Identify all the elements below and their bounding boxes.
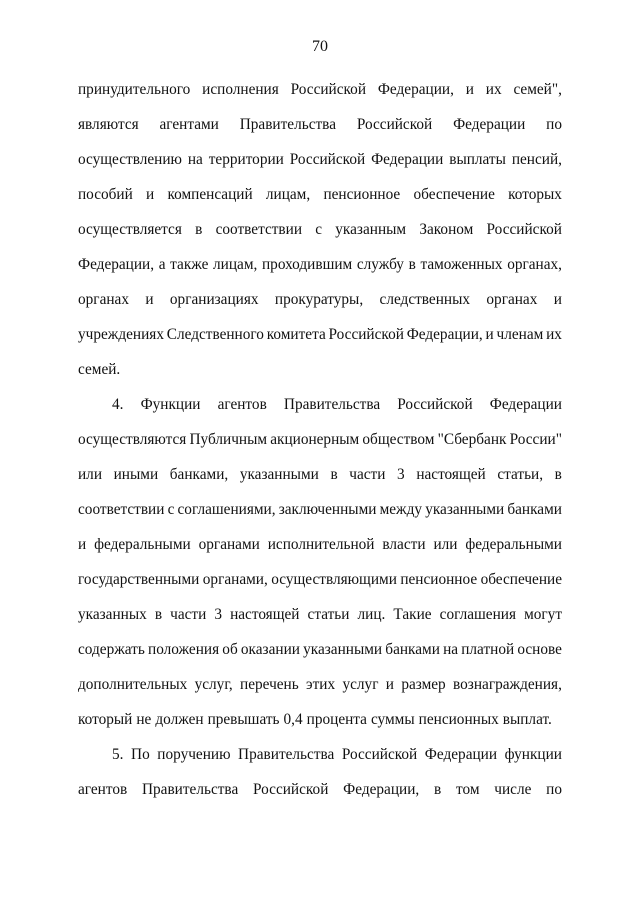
word: указанных (78, 606, 147, 623)
word: части (349, 466, 386, 483)
word: Законом (419, 221, 474, 238)
word: размер (401, 676, 446, 693)
word: соглашениями, (177, 501, 276, 518)
word: суммы (370, 711, 415, 728)
word: Федерации (424, 746, 498, 763)
word: семей", (513, 81, 562, 98)
word: пособий (78, 186, 133, 203)
word: лиц. (357, 606, 386, 623)
word: Российской (486, 221, 562, 238)
text-line (78, 597, 562, 632)
word: услуг (342, 676, 379, 693)
word: функции (504, 746, 562, 763)
word: таможенных (420, 256, 503, 273)
word: учреждениях (78, 326, 164, 343)
word: России" (509, 431, 562, 448)
word: с (315, 221, 323, 238)
word: указанными (425, 501, 505, 518)
word: Федерации (371, 151, 444, 168)
word: который (78, 711, 133, 728)
text-line (78, 527, 562, 562)
word: Правительства (239, 116, 336, 133)
word: осуществляются (78, 431, 187, 448)
word: лицам, (265, 186, 311, 203)
text-line (78, 737, 562, 772)
word: власти (382, 536, 426, 553)
word: банками (507, 501, 562, 518)
word: членам (496, 326, 544, 343)
word: выплат. (502, 711, 552, 728)
word: содержать (78, 641, 145, 658)
word: осуществляется (78, 221, 182, 238)
word: "Сбербанк (437, 431, 507, 448)
word: компенсаций (167, 186, 253, 203)
word: в (330, 466, 338, 483)
word: 3 (214, 606, 223, 623)
word: Российской (290, 81, 367, 98)
word: процента (306, 711, 367, 728)
word: услуг, (194, 676, 233, 693)
word: об (222, 641, 238, 658)
word: в (154, 606, 163, 623)
word: 0,4 (283, 711, 303, 728)
word: и (146, 186, 155, 203)
word: Следственного (166, 326, 264, 343)
word: организациях (169, 291, 259, 308)
word: и (465, 81, 474, 98)
word: должен (155, 711, 204, 728)
word: с (167, 501, 175, 518)
word: которых (508, 186, 562, 203)
word: превышать (207, 711, 280, 728)
word: Публичным (189, 431, 268, 448)
word: выплаты (449, 151, 506, 168)
word: Федерации, (78, 256, 155, 273)
word: органами, (202, 571, 268, 588)
word: соответствии (215, 221, 303, 238)
word: на (443, 641, 459, 658)
page-number: 70 (312, 38, 328, 55)
word: и (485, 326, 494, 343)
word: статьи, (497, 466, 544, 483)
word: осуществлению (78, 151, 182, 168)
word: и (553, 291, 562, 308)
word: и (78, 536, 87, 553)
text-line (78, 282, 562, 317)
word: их (485, 81, 502, 98)
word: органами (198, 536, 260, 553)
word: Федерации (453, 116, 526, 133)
word: пенсионное (323, 186, 401, 203)
word: этих (306, 676, 336, 693)
word: между (379, 501, 423, 518)
text-line (78, 317, 562, 352)
word: в (195, 221, 203, 238)
word: их (546, 326, 562, 343)
word: Российской (356, 116, 433, 133)
word: агентов (78, 781, 128, 798)
word: Российской (289, 151, 366, 168)
text-line (78, 107, 562, 142)
word: Федерации (489, 396, 562, 413)
word: и (145, 291, 154, 308)
word: по (546, 116, 562, 133)
word: семей. (78, 361, 121, 378)
word: комитета (266, 326, 326, 343)
word: а (158, 256, 166, 273)
word: и (385, 676, 394, 693)
word: обществом (362, 431, 435, 448)
word: основе (517, 641, 562, 658)
word: службу (356, 256, 404, 273)
text-line (78, 247, 562, 282)
word: том (456, 781, 480, 798)
word: пенсионное (400, 571, 478, 588)
text-line (78, 702, 562, 737)
word: Функции (140, 396, 201, 413)
word: заключенными (278, 501, 377, 518)
word: соответствии (78, 501, 165, 518)
text-line (78, 772, 562, 807)
text-line (78, 562, 562, 597)
word: настоящей (230, 606, 300, 623)
word: государственными (78, 571, 200, 588)
word: исполнительной (267, 536, 375, 553)
word: следственных (379, 291, 471, 308)
text-line (78, 422, 562, 457)
word: органах (486, 291, 538, 308)
word: по (546, 781, 562, 798)
word: Федерации, (406, 326, 483, 343)
word: соглашения (439, 606, 516, 623)
word: 3 (397, 466, 405, 483)
word: федеральными (465, 536, 562, 553)
word: иными (113, 466, 159, 483)
word: территории (208, 151, 284, 168)
text-line (78, 632, 562, 667)
word: части (170, 606, 207, 623)
word: акционерным (270, 431, 360, 448)
word: Правительства (141, 781, 239, 798)
word: лицам, (213, 256, 258, 273)
word: не (136, 711, 152, 728)
word: Российской (253, 781, 329, 798)
text-line (78, 177, 562, 212)
word: в (434, 781, 442, 798)
word: агентами (159, 116, 219, 133)
word: могут (524, 606, 562, 623)
word: дополнительных (78, 676, 188, 693)
word: Правительства (238, 746, 335, 763)
word: статьи (307, 606, 350, 623)
word: настоящей (416, 466, 486, 483)
word: исполнения (202, 81, 279, 98)
word: агентов (217, 396, 267, 413)
text-line (78, 72, 562, 107)
word: принудительного (78, 81, 191, 98)
word: органах (78, 291, 129, 308)
text-line (78, 142, 562, 177)
word: Федерации, (343, 781, 420, 798)
word: перечень (240, 676, 299, 693)
word: пенсионных (418, 711, 499, 728)
word: Федерации, (377, 81, 454, 98)
word: или (433, 536, 458, 553)
word: Российской (397, 396, 473, 413)
word: обеспечение (480, 571, 562, 588)
word: пенсий, (511, 151, 562, 168)
word: числе (494, 781, 532, 798)
word: или (78, 466, 103, 483)
word: Российской (341, 746, 418, 763)
text-line (78, 212, 562, 247)
word: поручению (157, 746, 231, 763)
word: на (187, 151, 203, 168)
word: Такие (393, 606, 432, 623)
text-line (78, 352, 562, 387)
word: органах, (507, 256, 562, 273)
word: федеральными (94, 536, 191, 553)
word: банками (385, 641, 440, 658)
word: указанным (335, 221, 407, 238)
word: 4. (112, 396, 124, 413)
word: вознаграждения, (453, 676, 562, 693)
text-line (78, 667, 562, 702)
word: осуществляющими (271, 571, 397, 588)
text-line (78, 457, 562, 492)
word: указанными (239, 466, 319, 483)
word: оказании (240, 641, 300, 658)
word: прокуратуры, (274, 291, 364, 308)
word: 5. (112, 746, 124, 763)
word: также (170, 256, 209, 273)
word: обеспечение (413, 186, 495, 203)
word: платной (461, 641, 515, 658)
word: По (131, 746, 150, 763)
word: Российской (328, 326, 404, 343)
word: положения (148, 641, 220, 658)
body-text (78, 72, 562, 807)
word: проходившим (262, 256, 353, 273)
text-line (78, 492, 562, 527)
word: в (408, 256, 416, 273)
word: банками, (169, 466, 229, 483)
word: в (554, 466, 562, 483)
word: являются (78, 116, 139, 133)
word: указанными (303, 641, 383, 658)
word: Правительства (283, 396, 381, 413)
text-line (78, 387, 562, 422)
